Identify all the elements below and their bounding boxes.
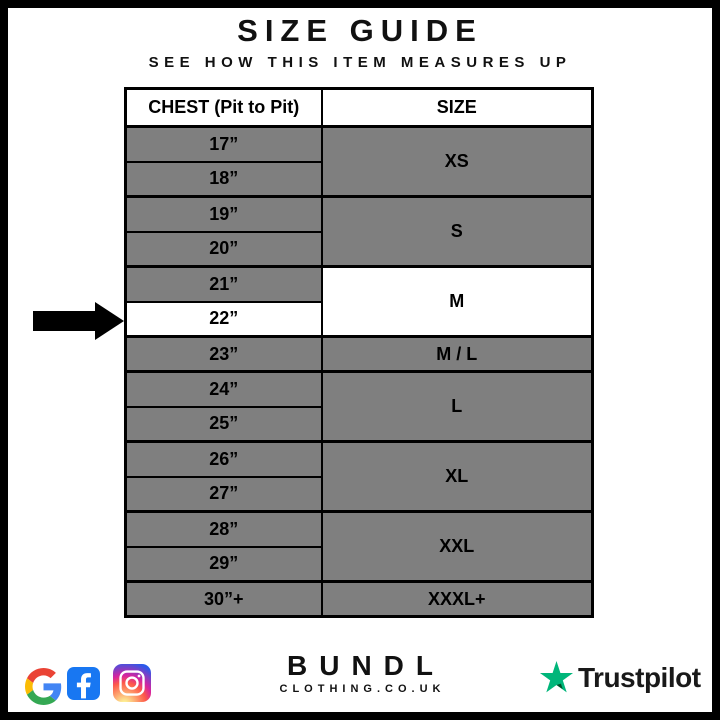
measurement-cell: 28” — [126, 512, 322, 547]
size-cell: XL — [322, 442, 593, 512]
table-header-row — [126, 89, 593, 127]
size-cell: S — [322, 197, 593, 267]
table-row — [126, 442, 593, 477]
measurement-cell: 25” — [126, 407, 322, 442]
size-cell: L — [322, 372, 593, 442]
measurement-cell: 19” — [126, 197, 322, 232]
table-row — [126, 267, 593, 302]
size-cell: XXL — [322, 512, 593, 582]
chest-column-header: CHEST (Pit to Pit) — [126, 89, 322, 127]
measurement-cell: 24” — [126, 372, 322, 407]
measurement-cell-highlighted: 22” — [126, 302, 322, 337]
size-cell: XXXL+ — [322, 582, 593, 617]
table-row — [126, 197, 593, 232]
size-column-header: SIZE — [322, 89, 593, 127]
measurement-cell: 30”+ — [126, 582, 322, 617]
measurement-cell: 20” — [126, 232, 322, 267]
measurement-cell: 17” — [126, 127, 322, 162]
trustpilot-star-icon — [539, 661, 574, 694]
measurement-cell: 26” — [126, 442, 322, 477]
table-row — [126, 512, 593, 547]
size-cell-highlighted: M — [322, 267, 593, 337]
row-pointer-arrow-icon — [33, 302, 124, 340]
brand-domain: CLOTHING.CO.UK — [279, 683, 446, 695]
measurement-cell: 18” — [126, 162, 322, 197]
brand-name: BUNDL — [287, 650, 445, 681]
size-cell: M / L — [322, 337, 593, 372]
size-cell: XS — [322, 127, 593, 197]
measurement-cell: 21” — [126, 267, 322, 302]
measurement-cell: 27” — [126, 477, 322, 512]
page-title: SIZE GUIDE — [237, 13, 483, 48]
page-subtitle: SEE HOW THIS ITEM MEASURES UP — [148, 54, 572, 71]
measurement-cell: 23” — [126, 337, 322, 372]
table-row — [126, 127, 593, 162]
size-table — [124, 87, 594, 618]
table-row — [126, 337, 593, 372]
table-row — [126, 372, 593, 407]
trustpilot-label: Trustpilot — [578, 661, 701, 693]
table-row — [126, 582, 593, 617]
measurement-cell: 29” — [126, 547, 322, 582]
trustpilot-logo — [539, 661, 701, 694]
